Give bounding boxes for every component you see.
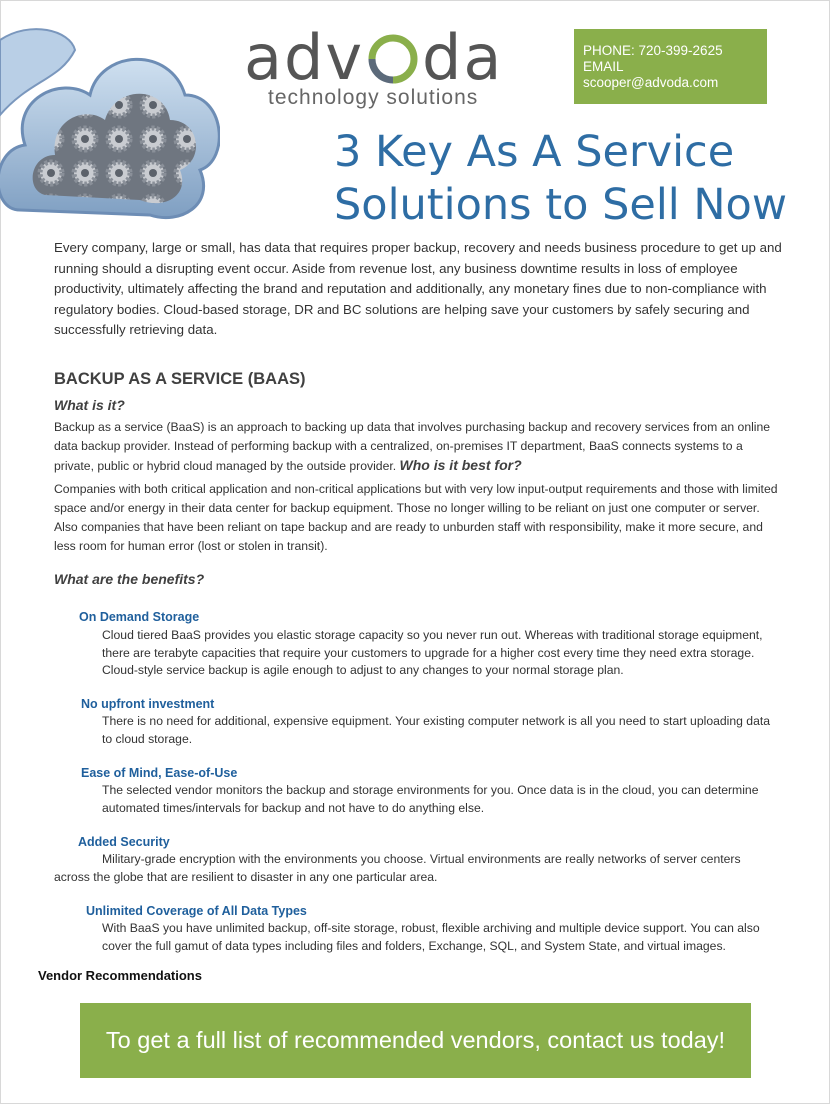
benefit-title: Unlimited Coverage of All Data Types <box>86 904 307 918</box>
title-line-2: Solutions to Sell Now <box>334 180 788 230</box>
who-for-heading: Who is it best for? <box>399 457 522 473</box>
contact-email-label: EMAIL <box>583 59 624 74</box>
cloud-gears-illustration <box>0 20 220 230</box>
benefit-title: Added Security <box>78 835 170 849</box>
contact-cta-banner[interactable]: To get a full list of recommended vendors, contact us today! <box>80 1003 751 1078</box>
benefits-heading: What are the benefits? <box>54 571 205 587</box>
intro-paragraph: Every company, large or small, has data that requires proper backup, recovery and needs business procedure to get up and running should a disrupting event occur. Aside from revenue lost, any business downtime results in loss of employee productivity, ultimately affecting the brand and reputation and additionally, any monetary fines due to non-compliance with regulatory bodies. Cloud-based storage, DR and BC solutions are helping save your customers by safely securing and successfully retrieving data. <box>54 240 782 337</box>
benefit-text: With BaaS you have unlimited backup, off-site storage, robust, flexible archiving and multiple device support. You can also cover the full gamut of data types including files and folders, Exchange, SQL, and System State, and virtual images. <box>102 921 760 953</box>
benefit-title: On Demand Storage <box>79 610 200 624</box>
section-heading: BACKUP AS A SERVICE (BAAS) <box>54 370 306 388</box>
logo-subtitle: technology solutions <box>268 86 479 109</box>
advoda-logo <box>244 22 544 112</box>
logo-word-part-b: da <box>422 21 504 94</box>
contact-phone: PHONE: 720-399-2625 <box>583 43 723 58</box>
vendor-recommendations-heading: Vendor Recommendations <box>38 968 202 983</box>
contact-box <box>574 29 767 104</box>
logo-o-swirl-icon <box>364 33 422 85</box>
page-title <box>334 126 787 232</box>
logo-wordmark <box>244 22 503 94</box>
contact-email[interactable]: scooper@advoda.com <box>583 75 719 90</box>
benefit-text: Military-grade encryption with the environments you choose. Virtual environments are really networks of server centers across the globe that are resilient to disaster in any one particular area. <box>54 852 741 884</box>
logo-word-part-a: adv <box>244 21 365 94</box>
benefit-text: There is no need for additional, expensive equipment. Your existing computer network is all you need to start uploading data to cloud storage. <box>102 714 771 746</box>
benefit-text: The selected vendor monitors the backup and storage environments for you. Once data is in the cloud, you can determine automated times/intervals for backup and not have to do anything else. <box>102 783 759 815</box>
benefit-text: Cloud tiered BaaS provides you elastic storage capacity so you never run out. Whereas with traditional storage equipment, there are terabyte capacities that require your customers to upgrade for a higher cost every time they need extra storage. Cloud-style service backup is agile enough to adjust to any changes to your normal storage plan. <box>102 628 763 677</box>
what-is-it-paragraph <box>54 418 784 476</box>
title-line-1: 3 Key As A Service <box>334 127 735 177</box>
benefit-title: Ease of Mind, Ease-of-Use <box>81 766 238 780</box>
what-is-it-text: Backup as a service (BaaS) is an approach to backing up data that involves purchasing backup and recovery services from an online data backup provider. Instead of performing backup with a centralized, on-premises IT department, BaaS connects systems to a private, public or hybrid cloud managed by the outside provider. <box>54 420 771 473</box>
benefit-title: No upfront investment <box>81 697 215 711</box>
who-for-paragraph: Companies with both critical application and non-critical applications but with very low input-output requirements and those with limited space and/or energy in their data center for backup equipment. Those no longer willing to be reliant on just one computer or server. Also companies that have been reliant on tape backup and are ready to unburden staff with responsibility, make it more secure, and less room for human error (lost or stolen in transit). <box>54 482 778 553</box>
what-is-it-heading: What is it? <box>54 397 125 413</box>
